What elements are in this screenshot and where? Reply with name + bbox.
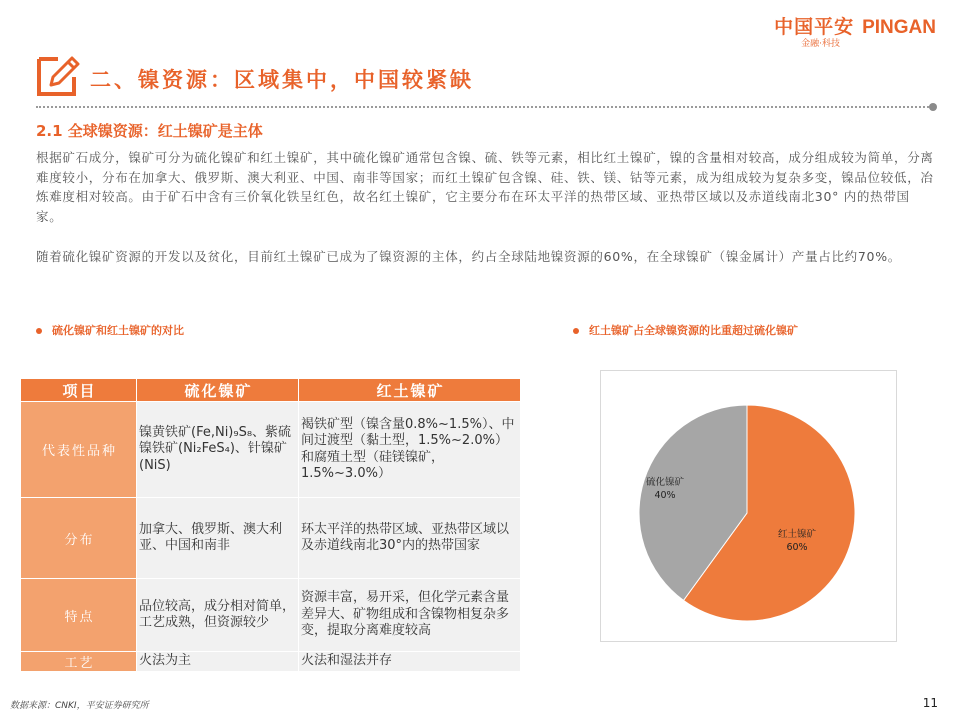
slice-label-laterite [778,528,816,554]
chart-caption-text: 红土镍矿占全球镍资源的比重超过硫化镍矿 [589,324,798,337]
header-item: 项目 [21,379,137,402]
slice-value: 60% [786,542,808,553]
data-source: 数据来源：CNKI，平安证券研究所 [10,701,149,711]
table-header-row [21,379,521,402]
pingan-logo [774,12,936,39]
table-row [21,579,521,652]
slice-value: 40% [654,490,676,501]
sulfide-cell: 镍黄铁矿(Fe,Ni)₉S₈、紫硫镍铁矿(Ni₂FeS₄)、针镍矿(NiS) [137,402,299,498]
sulfide-cell: 品位较高，成分相对简单，工艺成熟，但资源较少 [137,579,299,652]
table-row [21,652,521,672]
bullet-dot-icon [573,328,579,334]
logo-tagline: 金融·科技 [801,39,840,49]
row-label: 分布 [21,498,137,579]
logo-english-text: PINGAN [862,17,936,38]
sulfide-cell: 加拿大、俄罗斯、澳大利亚、中国和南非 [137,498,299,579]
pencil-note-icon [36,53,80,97]
title-divider [36,106,933,108]
header-sulfide: 硫化镍矿 [137,379,299,402]
row-label: 特点 [21,579,137,652]
logo-chinese-text: 中国平安 [774,16,855,38]
slice-label-sulfide [646,476,684,502]
body-paragraph-2: 随着硫化镍矿资源的开发以及贫化，目前红土镍矿已成为了镍资源的主体，约占全球陆地镍资源的60%，在全球镍矿（镍金属计）产量占比约70%。 [36,249,901,264]
row-label: 代表性品种 [21,402,137,498]
slice-name: 硫化镍矿 [646,477,685,488]
comparison-table [20,378,521,672]
table-caption [36,322,184,338]
sulfide-cell: 火法为主 [137,652,299,672]
table-row [21,402,521,498]
laterite-cell: 环太平洋的热带区域、亚热带区域以及赤道线南北30°内的热带国家 [299,498,521,579]
section-heading: 2.1 全球镍资源：红土镍矿是主体 [36,122,263,140]
header-laterite: 红土镍矿 [299,379,521,402]
pie-chart [600,370,895,640]
slice-name: 红土镍矿 [778,529,817,540]
laterite-cell: 资源丰富，易开采，但化学元素含量差异大、矿物组成和含镍物相复杂多变，提取分离难度较高 [299,579,521,652]
title-divider-dot [929,103,937,111]
chart-caption [573,322,798,338]
page-number: 11 [922,696,938,710]
table-row [21,498,521,579]
body-paragraph-1: 根据矿石成分，镍矿可分为硫化镍矿和红土镍矿，其中硫化镍矿通常包含镍、硫、铁等元素，相比红土镍矿，镍的含量相对较高，成分组成较为简单，分离难度较小，分布在加拿大、俄罗斯、澳大利亚、中国、南非等国家；而红土镍矿包含镍、硅、铁、镁、钴等元素，成为组成较为复杂多变，镍品位较低，冶炼难度相对较高。由于矿石中含有三价氧化铁呈红色，故名红土镍矿，它主要分布在环太平洋的热带区域、亚热带区域以及赤道线南北30° 内的热带国家。 [36,150,934,224]
laterite-cell: 褐铁矿型（镍含量0.8%~1.5%）、中间过渡型（黏土型，1.5%~2.0%）和腐殖土型（硅镁镍矿，1.5%~3.0%） [299,402,521,498]
page-title: 二、镍资源：区域集中，中国较紧缺 [90,67,474,92]
laterite-cell: 火法和湿法并存 [299,652,521,672]
table-caption-text: 硫化镍矿和红土镍矿的对比 [52,324,184,337]
row-label: 工艺 [21,652,137,672]
bullet-dot-icon [36,328,42,334]
